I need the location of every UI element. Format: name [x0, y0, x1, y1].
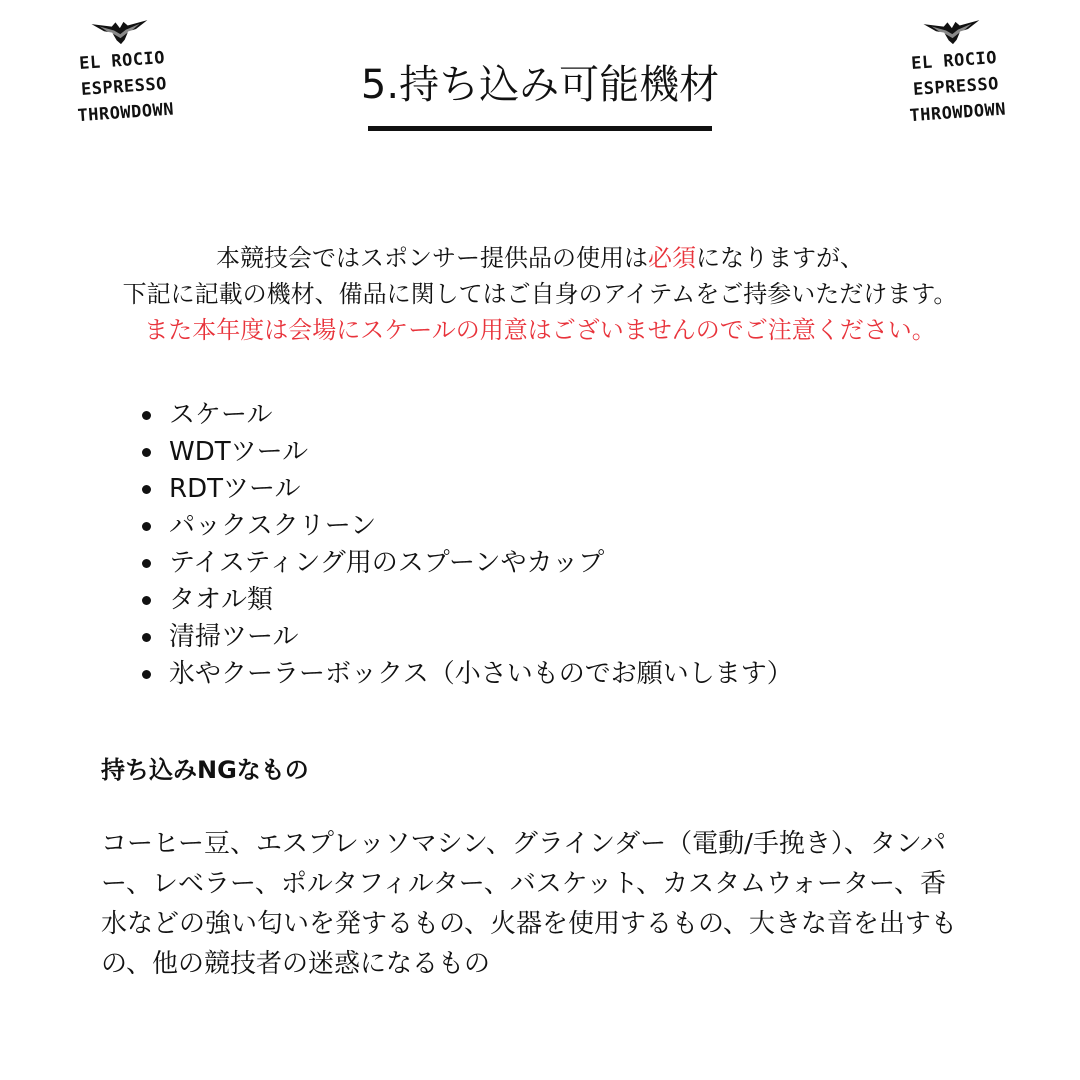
list-item [142, 656, 793, 693]
intro-line-1-start: 本競技会ではスポンサー提供品の使用は [216, 244, 648, 272]
bullet-icon [142, 522, 151, 531]
list-item-label: 清掃ツール [169, 622, 299, 652]
logo-line-1: EL ROCIO [910, 48, 998, 75]
list-item [142, 545, 793, 582]
allowed-items-list [142, 397, 793, 693]
list-item [142, 434, 793, 471]
ng-heading: 持ち込みNGなもの [101, 756, 309, 784]
list-item [142, 397, 793, 434]
bullet-icon [142, 448, 151, 457]
list-item [142, 582, 793, 619]
list-item-label: WDTツール [169, 437, 309, 467]
bat-wings-icon [91, 18, 149, 46]
bat-wings-icon [923, 18, 981, 46]
list-item-label: 氷やクーラーボックス（小さいものでお願いします） [169, 659, 793, 689]
list-item [142, 619, 793, 656]
logo-line-3: THROWDOWN [908, 99, 1007, 127]
bullet-icon [142, 633, 151, 642]
list-item-label: RDTツール [169, 474, 301, 504]
logo-line-2: ESPRESSO [80, 73, 168, 100]
list-item-label: タオル類 [169, 585, 274, 615]
scale-notice: また本年度は会場にスケールの用意はございませんのでご注意ください。 [144, 316, 936, 344]
intro-line-1-end: になりますが、 [696, 244, 864, 272]
intro-line-1 [40, 240, 1040, 276]
list-item [142, 471, 793, 508]
intro-line-2: 下記に記載の機材、備品に関してはご自身のアイテムをご持参いただけます。 [122, 280, 958, 308]
list-item [142, 508, 793, 545]
logo-line-2: ESPRESSO [912, 73, 1000, 100]
bullet-icon [142, 670, 151, 679]
list-item-label: テイスティング用のスプーンやカップ [169, 548, 605, 578]
bullet-icon [142, 559, 151, 568]
logo-line-1: EL ROCIO [78, 48, 166, 75]
intro-text [40, 240, 1040, 348]
page-title: 5.持ち込み可能機材 [360, 62, 720, 108]
required-highlight: 必須 [648, 244, 696, 272]
list-item-label: パックスクリーン [169, 511, 377, 541]
logo-line-3: THROWDOWN [76, 99, 175, 127]
bullet-icon [142, 485, 151, 494]
bullet-icon [142, 596, 151, 605]
list-item-label: スケール [169, 400, 273, 430]
title-underline [368, 126, 712, 131]
bullet-icon [142, 411, 151, 420]
ng-items-text: コーヒー豆、エスプレッソマシン、グラインダー（電動/手挽き）、タンパー、レベラー、ポルタフィルター、バスケット、カスタムウォーター、香水などの強い匂いを発するもの、火器を使用するもの、大きな音を出すもの、他の競技者の迷惑になるもの [101, 829, 957, 979]
